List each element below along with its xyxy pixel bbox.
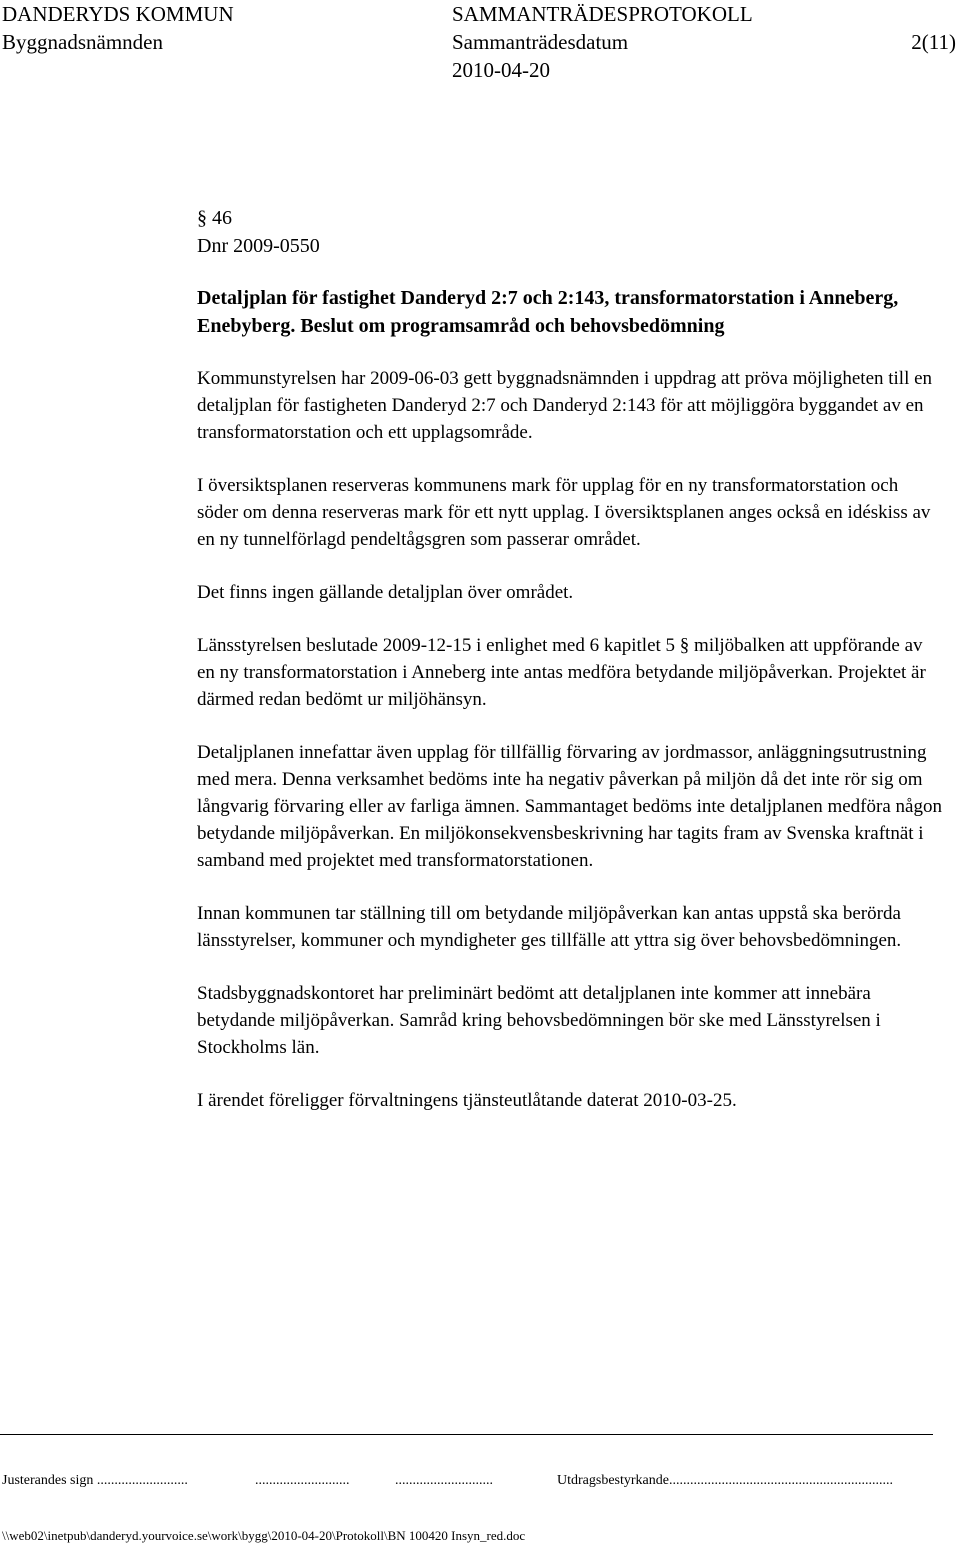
section-number: § 46: [197, 207, 232, 229]
paragraph: I översiktsplanen reserveras kommunens mark för upplag för en ny transformatorstation och söder om denna reserveras mark för ett nytt upplag. I översiktsplanen anges också en idéskiss av en ny tunnelförlagd pendeltågsgren som passerar området.: [197, 475, 931, 550]
signature-line: ............................: [395, 1473, 493, 1488]
protocol-item: [197, 204, 942, 1140]
committee-name: Byggnadsnämnden: [2, 30, 163, 54]
paragraph: I ärendet föreligger förvaltningens tjänsteutlåtande daterat 2010-03-25.: [197, 1090, 737, 1111]
paragraph: Detaljplanen innefattar även upplag för tillfällig förvaring av jordmassor, anläggningsutrustning med mera. Denna verksamhet bedöms inte ha negativ påverkan på miljön då det inte rör sig om långvarig förvaring eller av farliga ämnen. Sammantaget bedöms inte detaljplanen medföra någon betydande miljöpåverkan. En miljökonsekvensbeskrivning har tagits fram av Svenska kraftnät i samband med projektet med transformatorstationen.: [197, 742, 942, 871]
item-title: Detaljplan för fastighet Danderyd 2:7 och 2:143, transformatorstation i Anneberg, Enebyberg. Beslut om programsamråd och behovsbedömning: [197, 287, 899, 337]
justerandes-sign: Justerandes sign ..........................: [2, 1473, 188, 1488]
signature-line: ...........................: [255, 1473, 350, 1488]
paragraph: Innan kommunen tar ställning till om betydande miljöpåverkan kan antas uppstå ska berörda länsstyrelser, kommuner och myndigheter ges tillfälle att yttra sig över behovsbedömningen.: [197, 903, 902, 951]
footer-divider: [0, 1434, 933, 1435]
file-path: \\web02\inetpub\danderyd.yourvoice.se\work\bygg\2010-04-20\Protokoll\BN 100420 Insyn_red.doc: [2, 1528, 526, 1543]
page-number: 2(11): [911, 30, 956, 54]
paragraph: Kommunstyrelsen har 2009-06-03 gett byggnadsnämnden i uppdrag att pröva möjligheten till en detaljplan för fastigheten Danderyd 2:7 och Danderyd 2:143 för att möjliggöra byggandet av en transformatorstation och ett upplagsområde.: [197, 368, 933, 443]
paragraph: Det finns ingen gällande detaljplan över området.: [197, 582, 574, 603]
org-name: DANDERYDS KOMMUN: [2, 2, 234, 26]
paragraph: Stadsbyggnadskontoret har preliminärt bedömt att detaljplanen inte kommer att innebära betydande miljöpåverkan. Samråd kring behovsbedömningen bör ske med Länsstyrelsen i Stockholms län.: [197, 983, 881, 1058]
date-label: Sammanträdesdatum: [452, 30, 629, 54]
doc-type: SAMMANTRÄDESPROTOKOLL: [452, 2, 753, 26]
meeting-date: 2010-04-20: [452, 58, 550, 82]
paragraph: Länsstyrelsen beslutade 2009-12-15 i enlighet med 6 kapitlet 5 § miljöbalken att uppförande av en ny transformatorstation i Anneberg inte antas medföra betydande miljöpåverkan. Projektet är därmed redan bedömt ur miljöhänsyn.: [197, 635, 926, 710]
case-number: Dnr 2009-0550: [197, 235, 320, 257]
utdragsbestyrkande: Utdragsbestyrkande................................................................: [557, 1473, 893, 1488]
